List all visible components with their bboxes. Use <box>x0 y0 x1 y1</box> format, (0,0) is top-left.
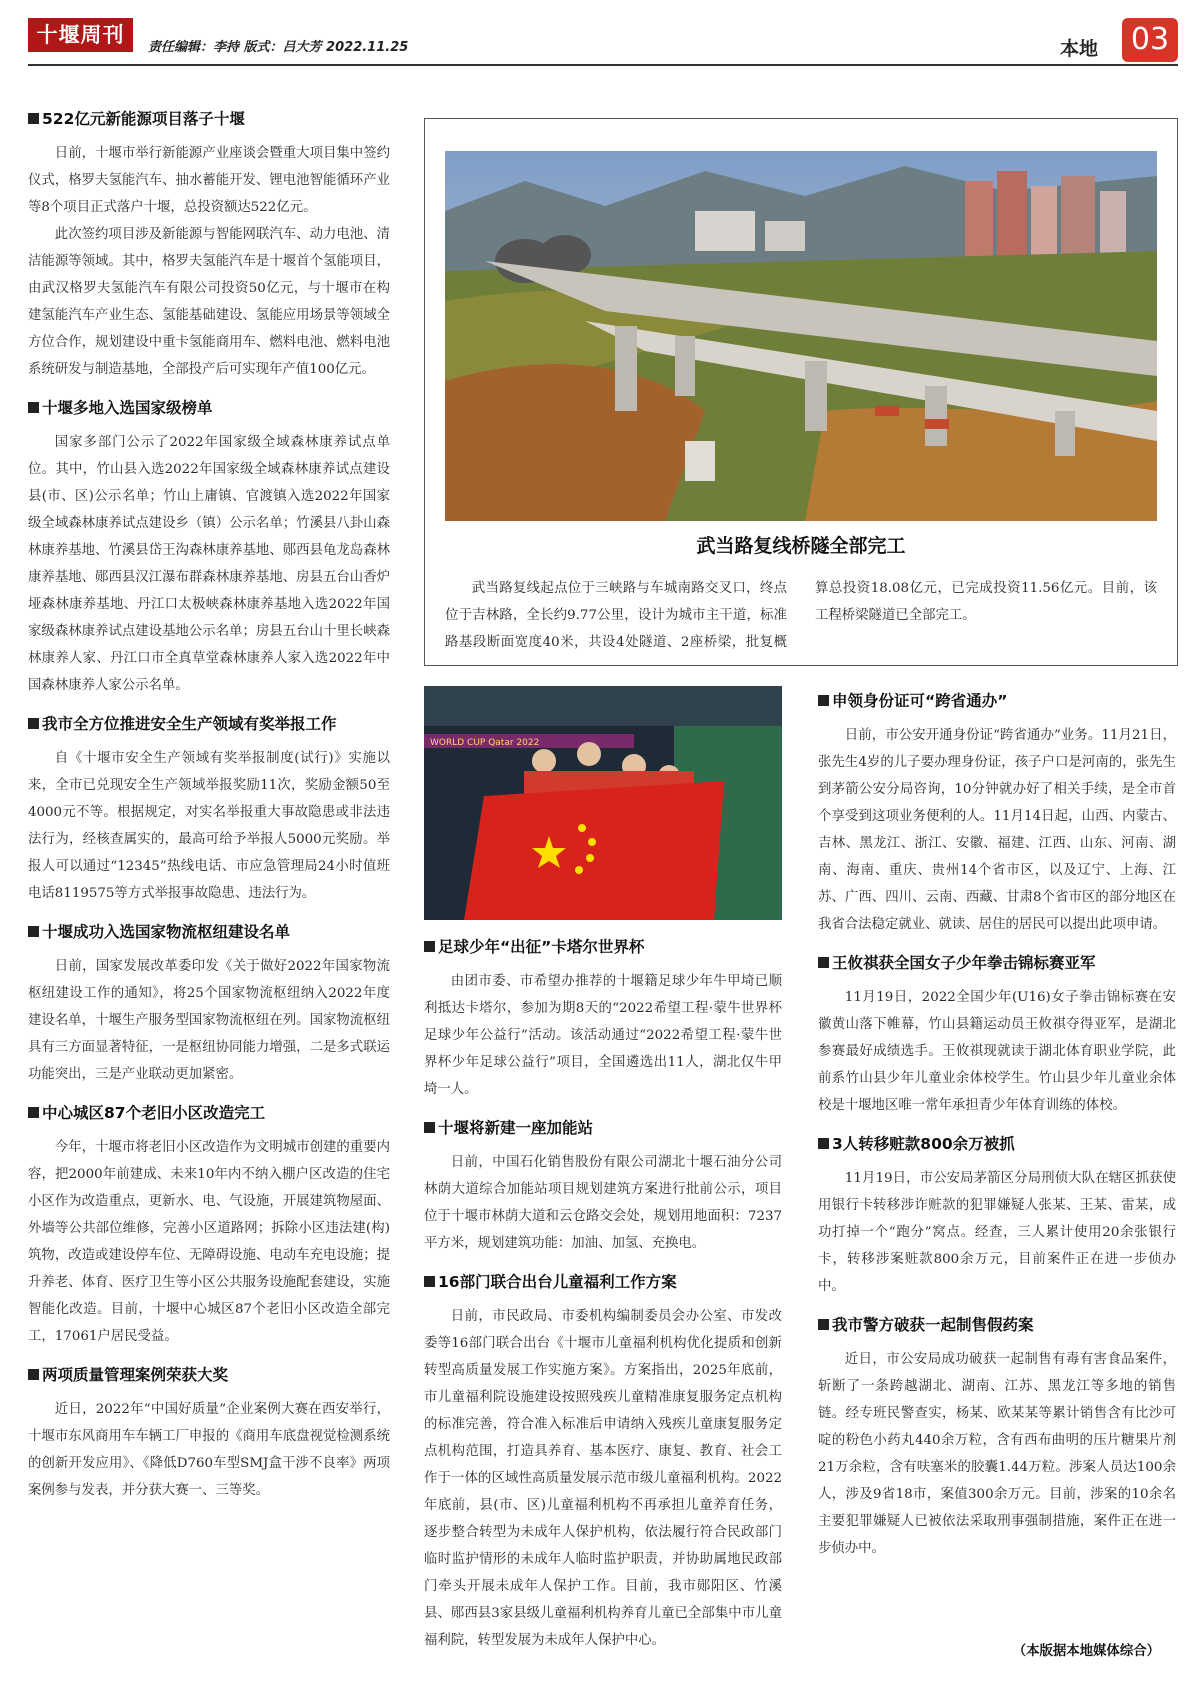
news-article <box>818 1314 1176 1562</box>
news-article <box>28 108 390 383</box>
article-headline <box>818 952 1176 974</box>
news-article <box>28 397 390 699</box>
headline-marker-icon <box>424 1122 435 1133</box>
news-article <box>28 1364 390 1504</box>
headline-text: 16部门联合出台儿童福利工作方案 <box>438 1273 677 1291</box>
article-headline <box>28 1102 390 1124</box>
soccer-fans-photo <box>424 686 782 920</box>
headline-text: 我市全方位推进安全生产领域有奖举报工作 <box>42 715 337 733</box>
news-article <box>28 1102 390 1350</box>
feature-text <box>445 575 1157 656</box>
news-article <box>28 921 390 1088</box>
headline-marker-icon <box>28 1369 39 1380</box>
left-column <box>28 108 390 1518</box>
headline-text: 522亿元新能源项目落子十堰 <box>42 110 245 128</box>
article-paragraph: 日前，市公安开通身份证“跨省通办”业务。11月21日，张先生4岁的儿子要办理身份证，孩子户口是河南的，张先生到茅箭公安分局咨询，10分钟就办好了相关手续，是全市首个享受到这项业务便利的人。11月14日起，山西、内蒙古、吉林、黑龙江、浙江、安徽、福建、江西、山东、河南、湖南、海南、重庆、贵州14个省市区，以及辽宁、上海、江苏、广西、四川、云南、西藏、甘肃8个省市区的部分地区在我省合法稳定就业、就读、居住的居民可以提出此项申请。 <box>818 728 1176 932</box>
news-article <box>28 713 390 907</box>
article-headline <box>28 397 390 419</box>
article-headline <box>28 713 390 735</box>
headline-text: 十堰将新建一座加能站 <box>438 1119 594 1137</box>
headline-text: 十堰多地入选国家级榜单 <box>42 399 213 417</box>
news-article <box>818 690 1176 938</box>
headline-marker-icon <box>28 1107 39 1118</box>
source-note: （本版据本地媒体综合） <box>1012 1644 1160 1659</box>
headline-marker-icon <box>28 718 39 729</box>
headline-text: 中心城区87个老旧小区改造完工 <box>42 1104 266 1122</box>
article-headline <box>28 921 390 943</box>
right-column <box>818 690 1176 1576</box>
article-paragraph: 自《十堰市安全生产领域有奖举报制度(试行)》实施以来，全市已兑现安全生产领域举报奖励11次，奖励金额50至4000元不等。根据规定，对实名举报重大事故隐患或非法违法行为，经核查属实的，最高可给予举报人5000元奖励。举报人可以通过“12345”热线电话、市应急管理局24小时值班电话8119575等方式举报事故隐患、违法行为。 <box>28 751 390 901</box>
headline-text: 足球少年“出征”卡塔尔世界杯 <box>438 938 645 956</box>
headline-text: 两项质量管理案例荣获大奖 <box>42 1366 229 1384</box>
headline-marker-icon <box>818 1138 829 1149</box>
banner-text: WORLD CUP Qatar 2022 <box>430 738 540 748</box>
article-headline <box>818 690 1176 712</box>
headline-marker-icon <box>818 1319 829 1330</box>
headline-marker-icon <box>818 695 829 706</box>
news-article <box>424 1117 782 1257</box>
article-paragraph: 国家多部门公示了2022年国家级全域森林康养试点单位。其中，竹山县入选2022年国家级全域森林康养试点建设县(市、区)公示名单；竹山上庸镇、官渡镇入选2022年国家级全域森林康养试点建设乡（镇）公示名单；竹溪县八卦山森林康养基地、竹溪县岱王沟森林康养基地、郧西县龟龙岛森林康养基地、郧西县汉江瀑布群森林康养基地、房县五台山香炉垭森林康养基地、丹江口太极峡森林康养基地入选2022年国家级森林康养试点建设基地公示名单；房县五台山十里长峡森林康养人家、丹江口市全真草堂森林康养人家入选2022年中国森林康养人家公示名单。 <box>28 435 390 693</box>
article-headline <box>818 1133 1176 1155</box>
news-article <box>818 952 1176 1119</box>
header-rule <box>28 64 1178 66</box>
headline-text: 十堰成功入选国家物流枢纽建设名单 <box>42 923 291 941</box>
news-article <box>424 936 782 1103</box>
headline-marker-icon <box>28 926 39 937</box>
article-paragraph: 日前，中国石化销售股份有限公司湖北十堰石油分公司林荫大道综合加能站项目规划建筑方案进行批前公示，项目位于十堰市林荫大道和云仓路交会处，规划用地面积：7237平方米，规划建筑功能：加油、加氢、充换电。 <box>424 1155 782 1251</box>
bridge-tunnel-photo <box>445 151 1157 521</box>
page-number: 03 <box>1122 18 1178 62</box>
editor-credits: 责任编辑：李持 版式：吕大芳 2022.11.25 <box>148 40 409 55</box>
section-label: 本地 <box>1059 38 1098 60</box>
article-paragraph: 近日，2022年“中国好质量”企业案例大赛在西安举行，十堰市东风商用车车辆工厂申报的《商用车底盘视觉检测系统的创新开发应用》、《降低D760车型SMJ盒干涉不良率》两项案例参与发表，并分获大赛一、三等奖。 <box>28 1402 390 1498</box>
article-paragraph: 此次签约项目涉及新能源与智能网联汽车、动力电池、清洁能源等领域。其中，格罗夫氢能汽车是十堰首个氢能项目，由武汉格罗夫氢能汽车有限公司投资50亿元，与十堰市在构建氢能汽车产业生态、氢能基础建设、氢能应用场景等领域全方位合作，规划建设中重卡氢能商用车、燃料电池、燃料电池系统研发与制造基地，全部投产后可实现年产值100亿元。 <box>28 227 390 377</box>
feature-caption: 武当路复线桥隧全部完工 <box>696 535 906 557</box>
feature-paragraph: 武当路复线起点位于三峡路与车城南路交叉口，终点位于吉林路，全长约9.77公里，设计为城市主干道，标准路基段断面宽度40米，共设4处隧道、2座桥梁，批复概算总投资18.08亿元，已完成投资11.56亿元。目前，该工程桥梁隧道已全部完工。 <box>445 581 1157 650</box>
article-paragraph: 日前，市民政局、市委机构编制委员会办公室、市发改委等16部门联合出台《十堰市儿童福利机构优化提质和创新转型高质量发展工作实施方案》。方案指出，2025年底前，市儿童福利院设施建设按照残疾儿童精准康复服务定点机构的标准完善，符合准入标准后申请纳入残疾儿童康复服务定点机构范围，打造具养育、基本医疗、康复、教育、社会工作于一体的区域性高质量发展示范市级儿童福利机构。2022年底前，县(市、区)儿童福利机构不再承担儿童养育任务，逐步整合转型为未成年人保护机构，依法履行符合民政部门临时监护情形的未成年人临时监护职责，并协助属地民政部门牵头开展未成年人保护工作。目前，我市郧阳区、竹溪县、郧西县3家县级儿童福利机构养育儿童已全部集中市儿童福利院，转型发展为未成年人保护中心。 <box>424 1309 782 1648</box>
article-headline <box>818 1314 1176 1336</box>
article-paragraph: 11月19日，市公安局茅箭区分局刑侦大队在辖区抓获使用银行卡转移涉诈赃款的犯罪嫌疑人张某、王某、雷某，成功打掉一个“跑分”窝点。经查，三人累计使用20余张银行卡，转移涉案赃款800余万元，目前案件正在进一步侦办中。 <box>818 1171 1176 1294</box>
article-headline <box>424 1271 782 1293</box>
article-paragraph: 由团市委、市希望办推荐的十堰籍足球少年牛甲埼已顺利抵达卡塔尔，参加为期8天的“2022希望工程·蒙牛世界杯足球少年公益行”活动。该活动通过“2022希望工程·蒙牛世界杯少年足球公益行”项目，全国遴选出11人，湖北仅牛甲埼一人。 <box>424 974 782 1097</box>
headline-text: 王攸祺获全国女子少年拳击锦标赛亚军 <box>832 954 1096 972</box>
headline-marker-icon <box>424 941 435 952</box>
headline-text: 我市警方破获一起制售假药案 <box>832 1316 1034 1334</box>
article-paragraph: 近日，市公安局成功破获一起制售有毒有害食品案件，斩断了一条跨越湖北、湖南、江苏、黑龙江等多地的销售链。经专班民警查实，杨某、欧某某等累计销售含有比沙可啶的粉色小药丸440余万粒，含有西布曲明的压片糖果片剂21万余粒，含有呋塞米的胶囊1.44万粒。涉案人员达100余人，涉及9省18市，案值300余万元。目前，涉案的10余名主要犯罪嫌疑人已被依法采取刑事强制措施，案件正在进一步侦办中。 <box>818 1352 1176 1556</box>
masthead-logo: 十堰周刊 <box>28 18 133 52</box>
headline-marker-icon <box>28 113 39 124</box>
article-paragraph: 日前，国家发展改革委印发《关于做好2022年国家物流枢纽建设工作的通知》，将25个国家物流枢纽纳入2022年度建设名单，十堰生产服务型国家物流枢纽在列。国家物流枢纽具有三方面显著特征，一是枢纽协同能力增强，二是多式联运功能突出，三是产业联动更加紧密。 <box>28 959 390 1082</box>
article-headline <box>28 1364 390 1386</box>
news-article <box>424 1271 782 1654</box>
article-paragraph: 11月19日，2022全国少年(U16)女子拳击锦标赛在安徽黄山落下帷幕，竹山县籍运动员王攸祺夺得亚军，是湖北参赛最好成绩选手。王攸祺现就读于湖北体育职业学院，此前系竹山县少年儿童业余体校学生。竹山县少年儿童业余体校是十堰地区唯一常年承担青少年体育训练的体校。 <box>818 990 1176 1113</box>
headline-marker-icon <box>818 957 829 968</box>
news-article <box>818 1133 1176 1300</box>
middle-column <box>424 936 782 1668</box>
article-headline <box>28 108 390 130</box>
feature-photo-box <box>424 118 1178 666</box>
headline-text: 申领身份证可“跨省通办” <box>832 692 1008 710</box>
page-header <box>28 18 1178 64</box>
article-headline <box>424 1117 782 1139</box>
headline-marker-icon <box>28 402 39 413</box>
article-headline <box>424 936 782 958</box>
article-paragraph: 今年，十堰市将老旧小区改造作为文明城市创建的重要内容，把2000年前建成、未来10年内不纳入棚户区改造的住宅小区作为改造重点，更新水、电、气设施，开展建筑物屋面、外墙等公共部位维修，完善小区道路网；拆除小区违法建(构)筑物，改造或建设停车位、无障碍设施、电动车充电设施；提升养老、体育、医疗卫生等小区公共服务设施配套建设，实施智能化改造。目前，十堰中心城区87个老旧小区改造全部完工，17061户居民受益。 <box>28 1140 390 1344</box>
article-paragraph: 日前，十堰市举行新能源产业座谈会暨重大项目集中签约仪式，格罗夫氢能汽车、抽水蓄能开发、锂电池智能循环产业等8个项目正式落户十堰，总投资额达522亿元。 <box>28 146 390 215</box>
headline-text: 3人转移赃款800余万被抓 <box>832 1135 1015 1153</box>
headline-marker-icon <box>424 1276 435 1287</box>
